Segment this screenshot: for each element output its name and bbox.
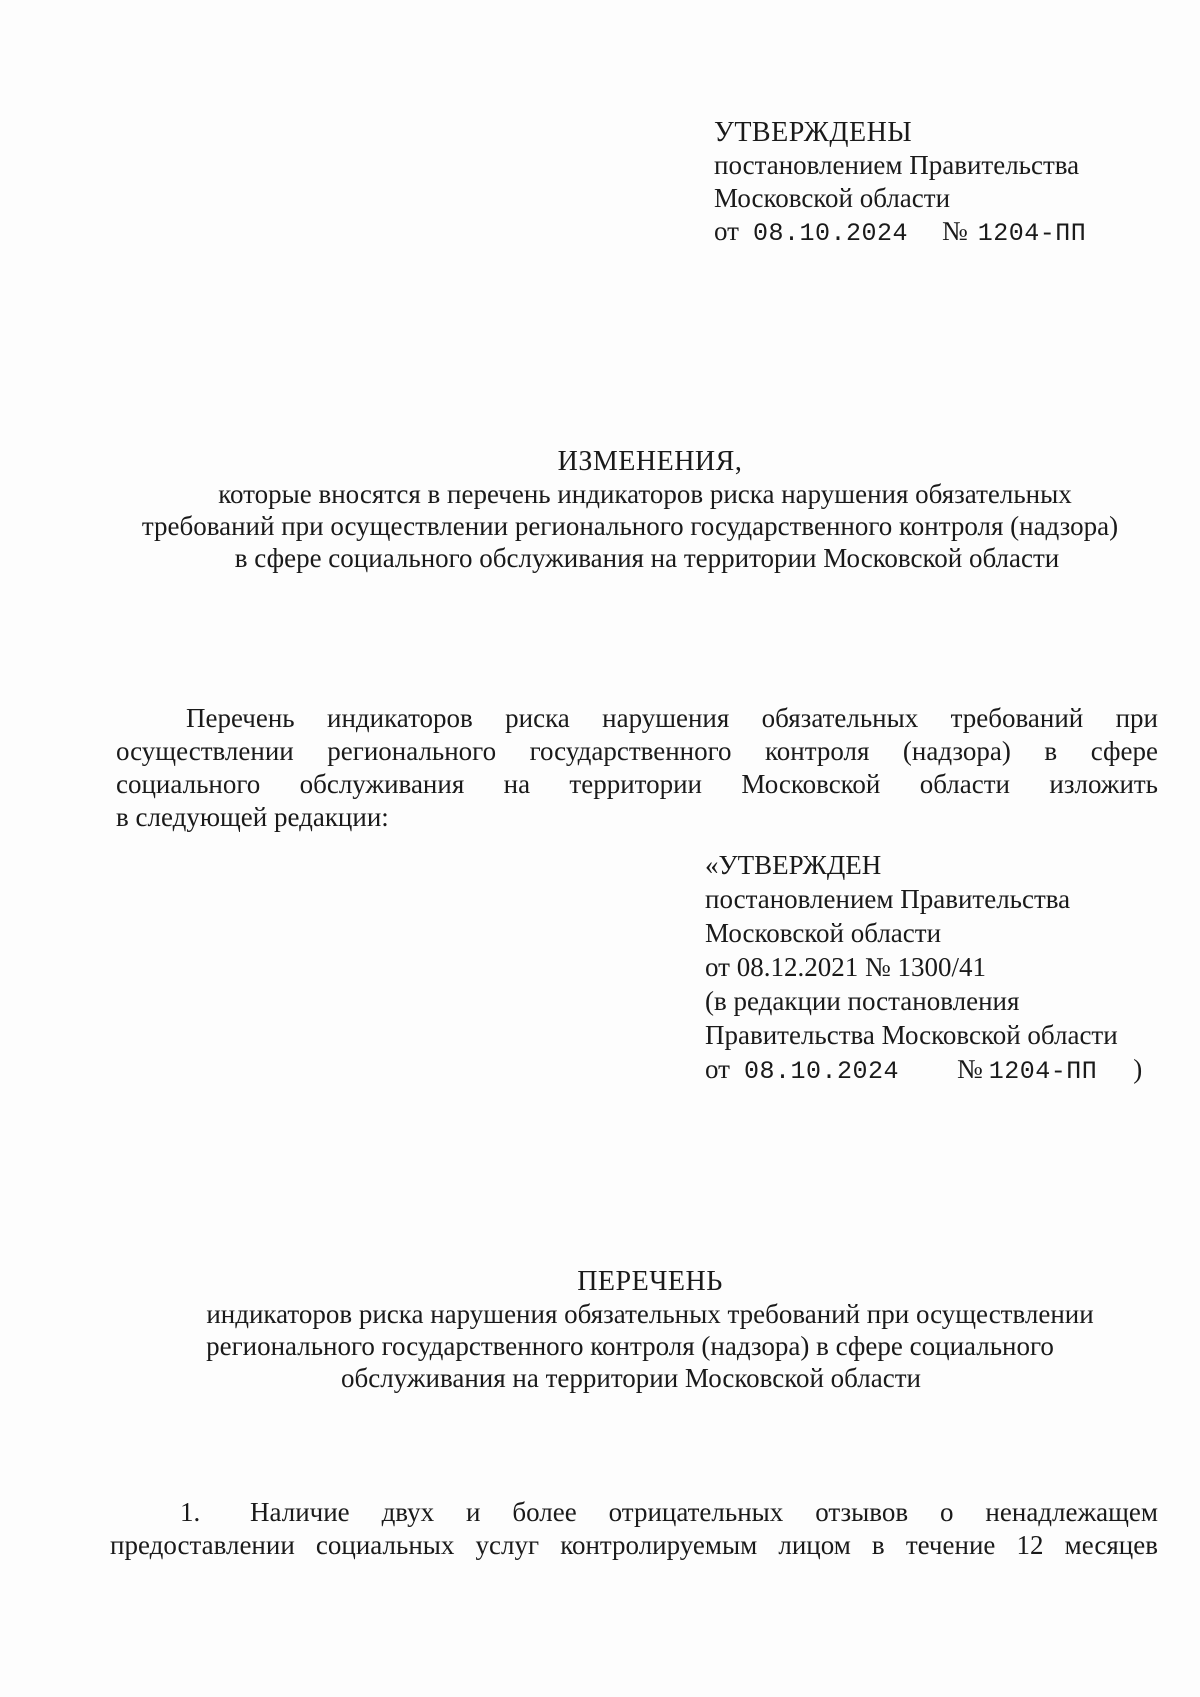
paragraph-line: Перечень индикаторов риска нарушения обязательных требований при	[186, 703, 1158, 733]
paragraph-line: в следующей редакции:	[116, 802, 389, 832]
approval-block	[714, 116, 1086, 250]
approval-date-line	[714, 215, 1086, 250]
changes-subtitle-line: которые вносятся в перечень индикаторов риска нарушения обязательных	[218, 479, 1072, 509]
list-item	[110, 1496, 1158, 1562]
approval-inner-date-line	[705, 1052, 1142, 1089]
approval-line: Московской области	[714, 183, 951, 213]
intro-paragraph	[116, 702, 1158, 834]
paragraph-line: осуществлении регионального государственного контроля (надзора) в сфере	[116, 736, 1158, 766]
changes-subtitle-line: в сфере социального обслуживания на территории Московской области	[234, 543, 1060, 573]
date-prefix: от	[705, 1054, 730, 1084]
date-prefix: от	[714, 216, 739, 246]
changes-title	[90, 446, 1170, 574]
number-prefix: №	[956, 1054, 983, 1084]
list-subtitle-line: индикаторов риска нарушения обязательных требований при осуществлении	[206, 1299, 1094, 1329]
approval-heading: УТВЕРЖДЕНЫ	[714, 117, 913, 148]
stamp-date: 08.10.2024	[752, 219, 908, 248]
list-title	[90, 1266, 1170, 1394]
number-prefix: №	[941, 216, 968, 246]
item-text: Наличие двух и более отрицательных отзывов о ненадлежащем	[250, 1497, 1158, 1527]
list-subtitle-line: регионального государственного контроля (надзора) в сфере социального	[206, 1331, 1054, 1361]
paragraph-line: социального обслуживания на территории Московской области изложить	[116, 769, 1158, 799]
approval-line: постановлением Правительства	[714, 150, 1080, 180]
approval-inner-line: (в редакции постановления	[705, 986, 1020, 1016]
item-line: предоставлении социальных услуг контролируемым лицом в течение 12 месяцев	[110, 1530, 1158, 1560]
item-line	[110, 1496, 1158, 1529]
stamp-number: 1204-ПП	[988, 1057, 1098, 1086]
changes-heading: ИЗМЕНЕНИЯ,	[557, 446, 743, 477]
approval-inner-heading: «УТВЕРЖДЕН	[705, 850, 882, 880]
list-heading: ПЕРЕЧЕНЬ	[577, 1266, 723, 1297]
approval-inner-line: от 08.12.2021 № 1300/41	[705, 952, 986, 982]
stamp-date: 08.10.2024	[743, 1057, 899, 1086]
approval-inner-line: Московской области	[705, 918, 942, 948]
closing-parenthesis: )	[1133, 1054, 1143, 1084]
item-number: 1.	[180, 1497, 201, 1527]
approval-inner-block	[705, 848, 1142, 1089]
stamp-number: 1204-ПП	[977, 219, 1087, 248]
list-subtitle-line: обслуживания на территории Московской области	[341, 1363, 921, 1393]
approval-inner-line: Правительства Московской области	[705, 1020, 1118, 1050]
approval-inner-line: постановлением Правительства	[705, 884, 1071, 914]
changes-subtitle-line: требований при осуществлении регионального государственного контроля (надзора)	[141, 511, 1119, 541]
